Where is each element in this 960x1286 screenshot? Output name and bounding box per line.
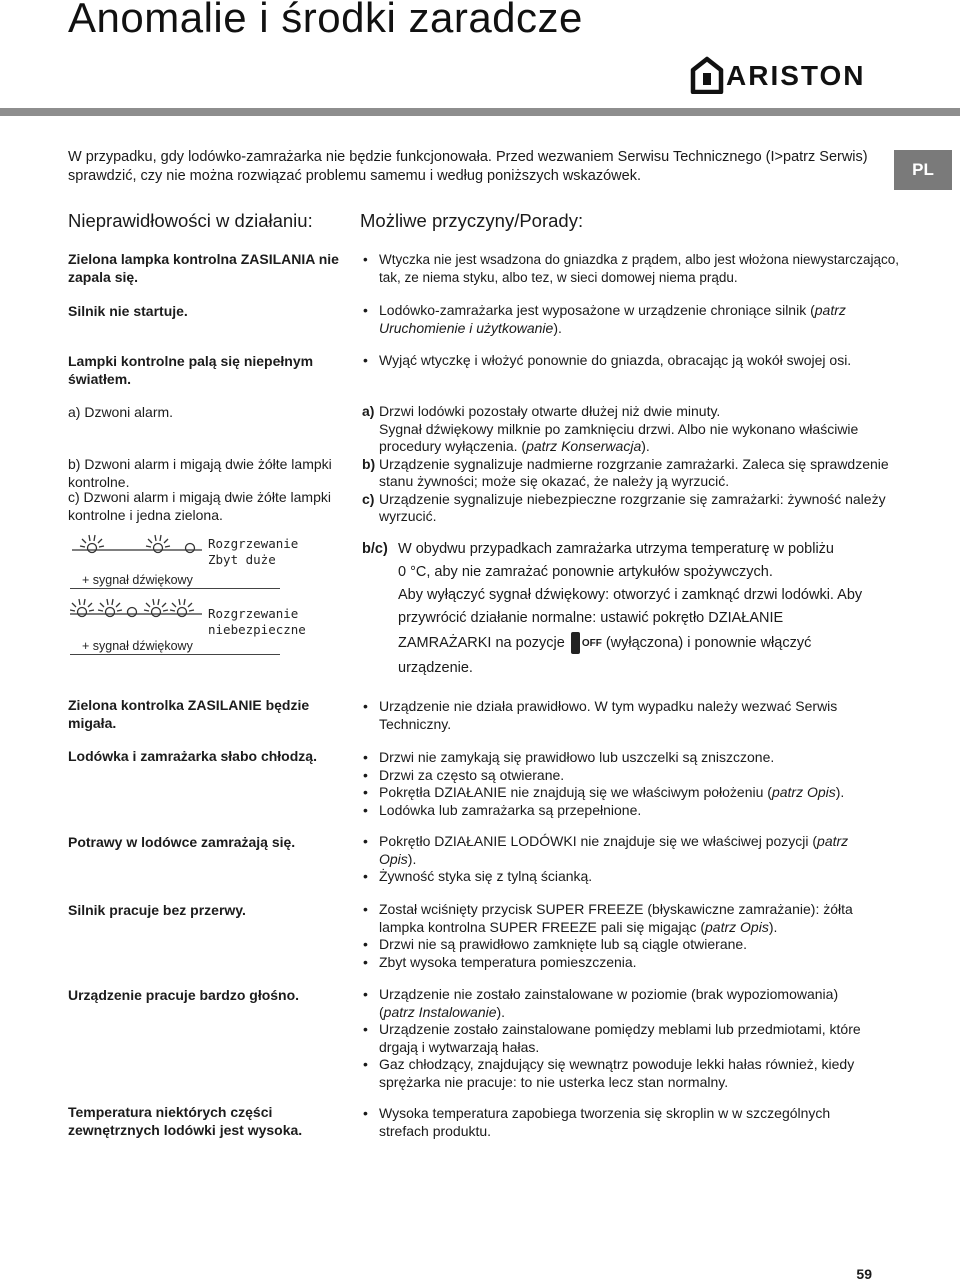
lamp-icon	[186, 544, 195, 553]
list-item: • Gaz chłodzący, znajdujący się wewnątrz powoduje lekki hałas również, kiedy sprężarka nie pracuje: to nie usterka lecz stan normalny.	[362, 1056, 862, 1091]
problem-external-heat: Temperatura niektórych części zewnętrznych lodówki jest wysoka.	[68, 1104, 303, 1138]
list-item: • Urządzenie nie zostało zainstalowane w poziomie (brak wypoziomowania) (patrz Instalowanie).	[362, 986, 862, 1021]
lamp-icon	[128, 608, 137, 617]
list-item: • Drzwi nie zamykają się prawidłowo lub uszczelki są zniszczone.	[362, 749, 922, 767]
heading-causes: Możliwe przyczyny/Porady:	[360, 210, 584, 231]
alarm-c-row: c) Urządzenie sygnalizuje niebezpieczne rozgrzanie się zamrażarki: żywność należy wyrzucić.	[362, 490, 886, 524]
causes-external-heat	[362, 1105, 862, 1140]
problem-power-flash: Zielona kontrolka ZASILANIE będzie migała.	[68, 697, 310, 731]
list-item: • Lodówko-zamrażarka jest wyposażone w urządzenie chroniące silnik (patrz Uruchomienie i użytkowanie).	[362, 302, 922, 337]
list-item: • Zbyt wysoka temperatura pomieszczenia.	[362, 954, 882, 972]
problem-motor: Silnik nie startuje.	[68, 303, 188, 319]
language-badge: PL	[894, 150, 952, 190]
problem-alarm-c: c) Dzwoni alarm i migają dwie żółte lampki kontrolne i jedna zielona.	[68, 489, 331, 523]
ariston-logo	[690, 56, 875, 94]
problem-power-lamp: Zielona lampka kontrolna ZASILANIA nie zapala się.	[68, 251, 339, 285]
page-number: 59	[856, 1266, 872, 1282]
list-item: • Wtyczka nie jest wsadzona do gniazdka z prądem, albo jest włożona niewystarczająco, tak, ze niema styku, albo tez, w sieci domowej niema prądu.	[362, 251, 922, 286]
alarm-b-row: b) Urządzenie sygnalizuje nadmierne rozgrzanie zamrażarki. Zaleca się sprawdzenie stanu żywności; może się okazać, że należy ją wyrzucić.	[362, 455, 889, 489]
heading-malfunctions: Nieprawidłowości w działaniu:	[68, 210, 313, 231]
knob-icon	[571, 632, 580, 654]
problem-noisy: Urządzenie pracuje bardzo głośno.	[68, 987, 300, 1003]
list-item: • Wyjąć wtyczkę i włożyć ponownie do gniazda, obracając ją wokół swojej osi.	[362, 352, 922, 370]
alarm-bc-block: b/c) W obydwu przypadkach zamrażarka utrzyma temperaturę w pobliżu 0 °C, aby nie zamrażać ponownie artykułów spożywczych. Aby wyłączyć sygnał dźwiękowy: otworzyć i zamknąć drzwi lodówki. Aby przywrócić działanie normalne: ustawić pokrętło DZIAŁANIE ZAMRAŻARKI na pozycje OFF (wyłączona) i ponownie włączyć urządzenie.	[362, 541, 863, 676]
causes-alarm	[362, 403, 922, 526]
causes-weak-cooling	[362, 749, 922, 819]
list-item: • Wysoka temperatura zapobiega tworzenia się skroplin w w szczególnych strefach produktu.	[362, 1105, 862, 1140]
causes-power-lamp	[362, 251, 922, 286]
page-title: Anomalie i środki zaradcze	[68, 0, 583, 41]
brand-name: ARISTON	[726, 60, 866, 91]
lamp-sound-label-2: + sygnał dźwiękowy	[82, 639, 193, 653]
intro-text: W przypadku, gdy lodówko-zamrażarka nie będzie funkcjonowała. Przed wezwaniem Serwisu Technicznego (I>patrz Serwis) sprawdzić, czy nie można rozwiązać problemu samemu i według poniższych wskazówek.	[68, 149, 868, 184]
causes-lamps-dim	[362, 352, 922, 370]
problem-alarm-a: a) Dzwoni alarm.	[68, 404, 174, 420]
causes-motor-constant	[362, 901, 882, 971]
list-item: • Pokrętła DZIAŁANIE nie znajdują się we właściwym położeniu (patrz Opis).	[362, 784, 922, 802]
problem-alarm-b: b) Dzwoni alarm i migają dwie żółte lampki kontrolne.	[68, 456, 332, 490]
causes-food-freezing	[362, 833, 852, 886]
lamp-sound-label-1: + sygnał dźwiękowy	[82, 573, 193, 587]
problem-weak-cooling: Lodówka i zamrażarka słabo chłodzą.	[68, 748, 317, 764]
list-item: • Lodówka lub zamrażarka są przepełnione.	[362, 802, 922, 820]
list-item: • Żywność styka się z tylną ścianką.	[362, 868, 852, 886]
list-item: • Urządzenie nie działa prawidłowo. W tym wypadku należy wezwać Serwis Techniczny.	[362, 698, 852, 733]
list-item: • Urządzenie zostało zainstalowane pomiędzy meblami lub przedmiotami, które drgają i wytwarzają hałas.	[362, 1021, 862, 1056]
list-item: • Drzwi za często są otwierane.	[362, 767, 922, 785]
problem-motor-constant: Silnik pracuje bez przerwy.	[68, 902, 246, 918]
list-item: • Został wciśnięty przycisk SUPER FREEZE (błyskawiczne zamrażanie): żółta lampka kontrolna SUPER FREEZE pali się migając (patrz Opis).	[362, 901, 882, 936]
list-item: • Pokrętło DZIAŁANIE LODÓWKI nie znajduje się we właściwej pozycji (patrz Opis).	[362, 833, 852, 868]
lamp-label-too-high: Rozgrzewanie Zbyt duże	[208, 536, 299, 567]
list-item: • Drzwi nie są prawidłowo zamknięte lub są ciągle otwierane.	[362, 936, 882, 954]
header-divider	[0, 108, 960, 116]
lamp-divider	[70, 588, 280, 589]
causes-motor	[362, 302, 922, 337]
problem-food-freezing: Potrawy w lodówce zamrażają się.	[68, 834, 296, 850]
problem-lamps-dim: Lampki kontrolne palą się niepełnym światłem.	[68, 353, 314, 387]
alarm-a-row: a) Drzwi lodówki pozostały otwarte dłużej niż dwie minuty. Sygnał dźwiękowy milknie po zamknięciu drzwi. Albo nie wykonano właściwie procedury wyłączenia. (patrz Konserwacja).	[362, 403, 859, 454]
causes-noisy	[362, 986, 862, 1091]
lamp-divider	[70, 654, 280, 655]
causes-power-flash	[362, 698, 852, 733]
lamp-diagram	[70, 530, 310, 660]
lamp-label-dangerous: Rozgrzewanie niebezpieczne	[208, 606, 306, 637]
